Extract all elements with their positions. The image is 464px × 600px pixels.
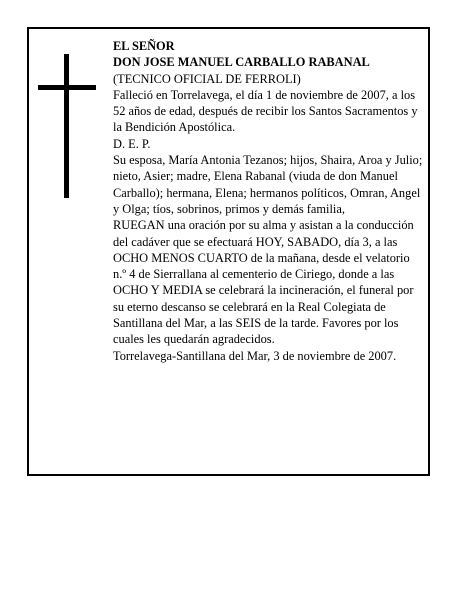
cross-icon-crossbar: [38, 85, 96, 90]
request-text: RUEGAN una oración por su alma y asistan a la conducción del cadáver que se efectuará HOY, SABADO, día 3, a las OCHO MENOS CUARTO de la mañana, desde el velatorio n.º 4 de Sierrallana al cementerio de Ciriego, donde a las OCHO Y MEDIA se celebrará la incineración, el funeral por su eterno descanso se celebrará en la Real Colegiata de Santillana del Mar, a las SEIS de la tarde. Favores por los cuales les quedarán agradecidos.: [113, 218, 414, 347]
cross-icon: [64, 54, 69, 198]
honorific: EL SEÑOR: [113, 39, 175, 53]
dep: D. E. P.: [113, 136, 151, 151]
occupation: (TECNICO OFICIAL DE FERROLI): [113, 71, 301, 86]
place-date: Torrelavega-Santillana del Mar, 3 de noviembre de 2007.: [113, 348, 397, 363]
deceased-name: DON JOSE MANUEL CARBALLO RABANAL: [113, 55, 370, 70]
obituary-text: [113, 38, 425, 364]
family-list: Su esposa, María Antonia Tezanos; hijos, Shaira, Aroa y Julio; nieto, Asier; madre, Elena Rabanal (viuda de don Manuel Carballo); hermana, Elena; hermanos políticos, Omran, Angel y Olga; tíos, sobrinos, primos y demás familia,: [113, 153, 423, 216]
death-details: Falleció en Torrelavega, el día 1 de noviembre de 2007, a los 52 años de edad, después de recibir los Santos Sacramentos y la Bendición Apostólica.: [113, 87, 418, 135]
